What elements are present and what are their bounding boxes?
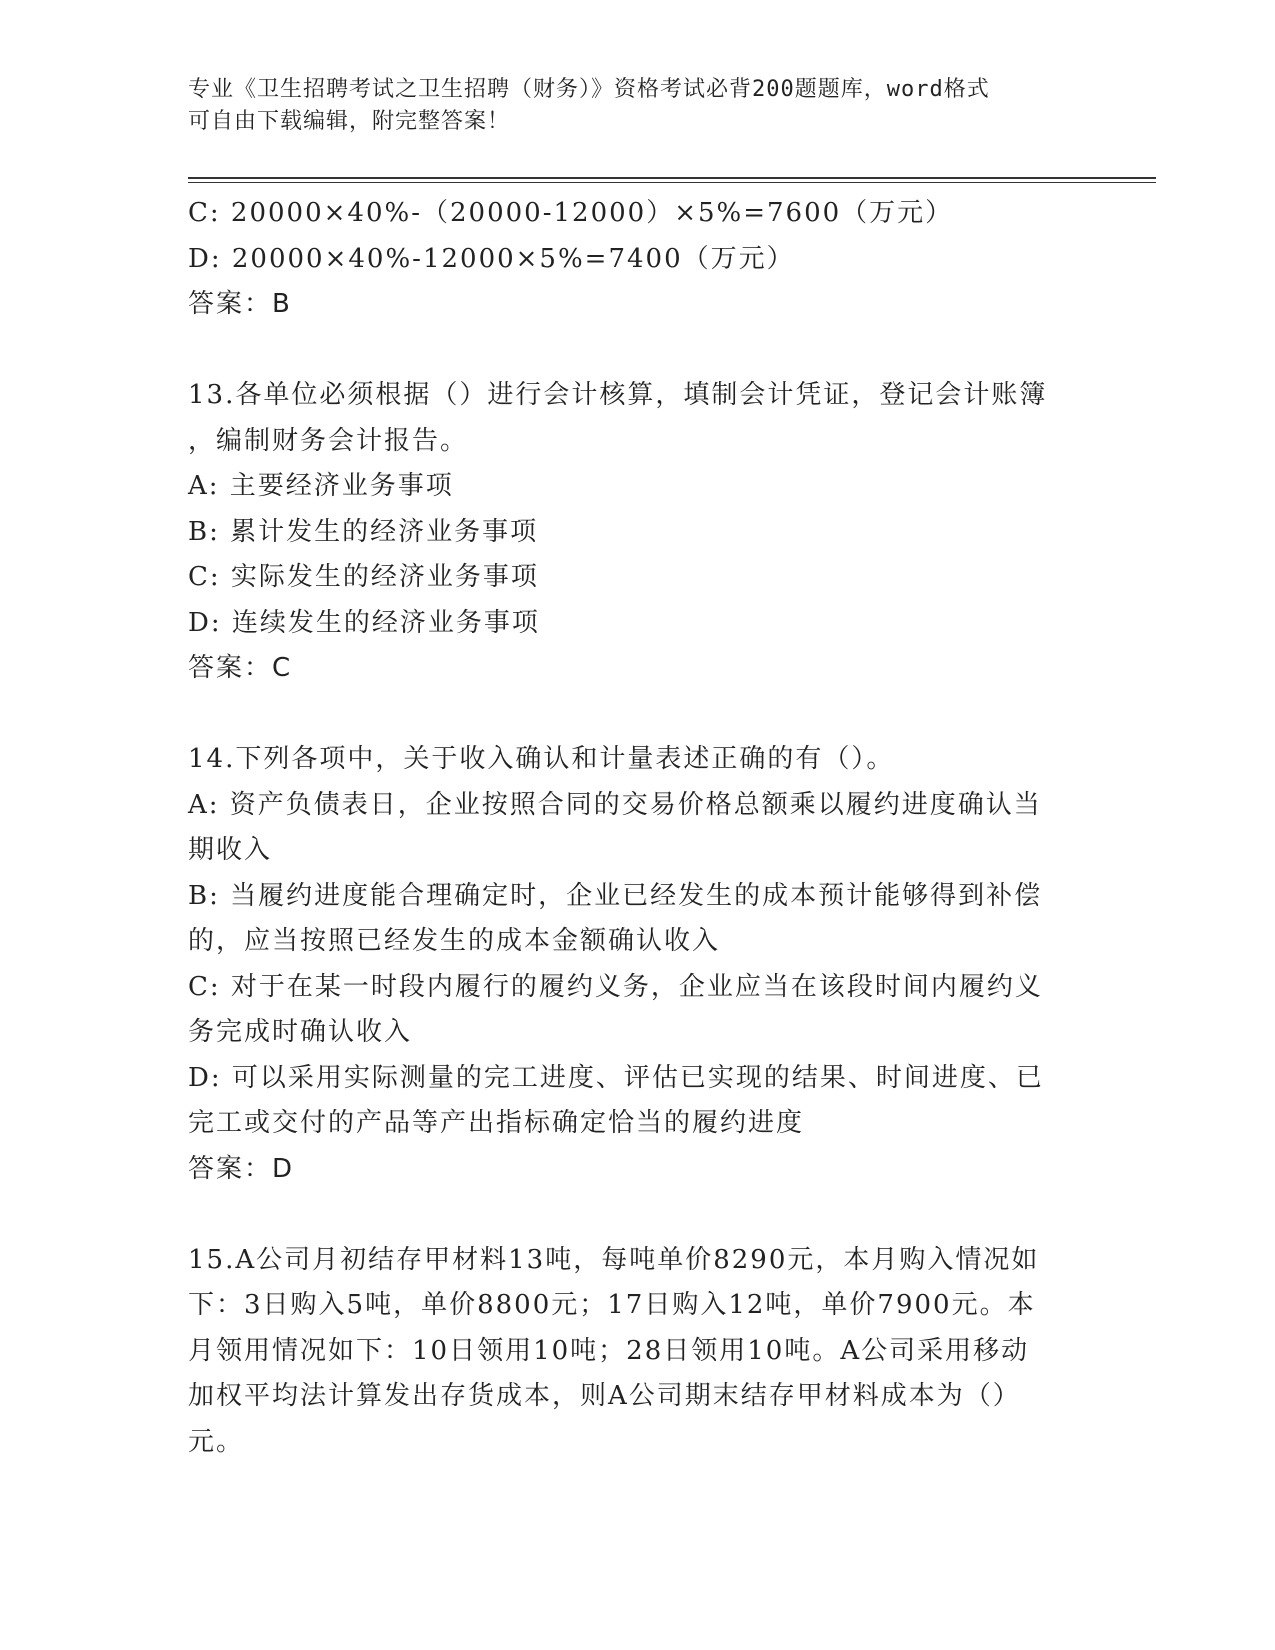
q14-stem: 14.下列各项中，关于收入确认和计量表述正确的有（）。 <box>188 744 895 774</box>
question-13 <box>188 373 1088 692</box>
spacer <box>188 1192 1088 1238</box>
q15-stem-line1: 15.A公司月初结存甲材料13吨，每吨单价8290元，本月购入情况如 <box>188 1244 1040 1275</box>
header-divider-thick <box>188 177 1156 179</box>
q13-option-c: C: 实际发生的经济业务事项 <box>188 562 539 592</box>
q15-stem-line3: 月领用情况如下：10日领用10吨；28日领用10吨。A公司采用移动 <box>188 1335 1030 1366</box>
q15-stem-line5: 元。 <box>188 1426 245 1457</box>
q13-option-d: D: 连续发生的经济业务事项 <box>188 607 540 638</box>
header-title-line2: 可自由下载编辑，附完整答案！ <box>188 109 511 134</box>
document-header <box>188 74 1068 138</box>
q13-answer: 答案：C <box>188 653 293 683</box>
q12-option-d: D: 20000×40%-12000×5%=7400（万元） <box>188 243 795 274</box>
q15-stem-line2: 下：3日购入5吨，单价8800元；17日购入12吨，单价7900元。本 <box>188 1290 1036 1320</box>
document-body <box>188 191 1088 1465</box>
question-12 <box>188 191 1088 328</box>
q15-stem-line4: 加权平均法计算发出存货成本，则A公司期末结存甲材料成本为（） <box>188 1381 1021 1411</box>
q14-option-b-line2: 的，应当按照已经发生的成本金额确认收入 <box>188 926 721 956</box>
q12-answer: 答案：B <box>188 289 292 319</box>
q14-option-c-line1: C: 对于在某一时段内履行的履约义务，企业应当在该段时间内履约义 <box>188 971 1043 1002</box>
q13-option-b: B: 累计发生的经济业务事项 <box>188 516 539 547</box>
question-14 <box>188 737 1088 1192</box>
header-divider-thin <box>188 182 1156 183</box>
q13-option-a: A: 主要经济业务事项 <box>188 471 454 501</box>
q14-option-b-line1: B: 当履约进度能合理确定时，企业已经发生的成本预计能够得到补偿 <box>188 880 1043 911</box>
q14-option-a-line1: A: 资产负债表日，企业按照合同的交易价格总额乘以履约进度确认当 <box>188 789 1042 820</box>
q14-answer: 答案：D <box>188 1153 295 1184</box>
header-title-line1: 专业《卫生招聘考试之卫生招聘（财务）》资格考试必背200题题库，word格式 <box>188 77 990 102</box>
q14-option-a-line2: 期收入 <box>188 835 273 865</box>
question-15 <box>188 1238 1088 1466</box>
q14-option-d-line2: 完工或交付的产品等产出指标确定恰当的履约进度 <box>188 1108 805 1138</box>
q14-option-c-line2: 务完成时确认收入 <box>188 1017 413 1047</box>
q12-option-c: C: 20000×40%-（20000-12000）×5%=7600（万元） <box>188 198 954 228</box>
spacer <box>188 328 1088 374</box>
q13-stem-line2: ，编制财务会计报告。 <box>188 425 469 456</box>
spacer <box>188 692 1088 738</box>
q13-stem-line1: 13.各单位必须根据（）进行会计核算，填制会计凭证，登记会计账簿 <box>188 380 1048 410</box>
q14-option-d-line1: D: 可以采用实际测量的完工进度、评估已实现的结果、时间进度、已 <box>188 1062 1044 1093</box>
